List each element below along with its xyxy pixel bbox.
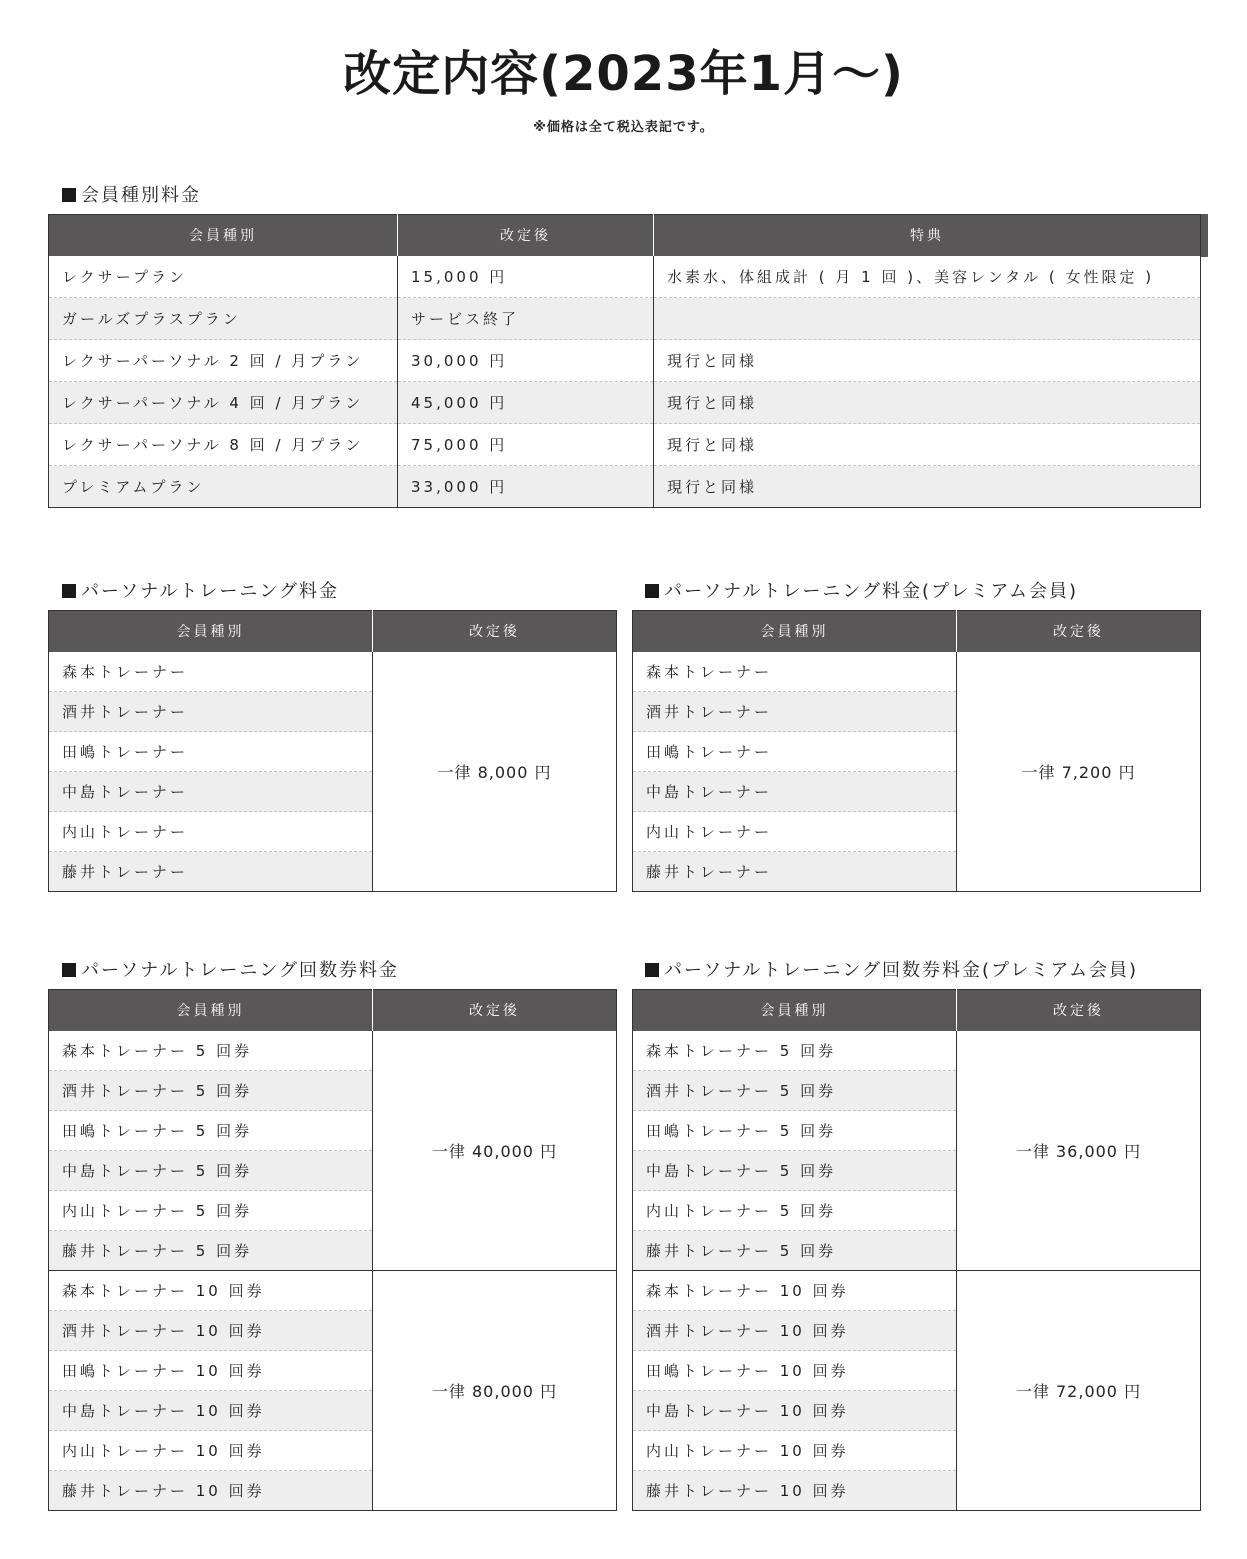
table-row: [633, 1271, 1201, 1311]
column-header: 会員種別: [49, 611, 373, 652]
section-title-membership: [62, 184, 201, 208]
ticket-name: 森本トレーナー 10 回券: [633, 1271, 957, 1311]
table-row: [49, 652, 617, 692]
ticket-name: 田嶋トレーナー 10 回券: [633, 1351, 957, 1391]
plan-perk: 水素水、体組成計 ( 月 1 回 )、美容レンタル ( 女性限定 ): [654, 256, 1201, 298]
trainer-name: 酒井トレーナー: [633, 692, 957, 732]
section-title-tickets: [62, 959, 399, 983]
table-row: [49, 466, 1201, 508]
plan-price: 15,000 円: [398, 256, 654, 298]
ticket-name: 藤井トレーナー 10 回券: [633, 1471, 957, 1511]
column-header: 改定後: [373, 990, 617, 1031]
table-header-row: [633, 611, 1201, 652]
plan-price: 33,000 円: [398, 466, 654, 508]
ticket-name: 田嶋トレーナー 5 回券: [49, 1111, 373, 1151]
header-tab-decoration: [1200, 214, 1208, 257]
column-header: 会員種別: [633, 990, 957, 1031]
ticket-name: 内山トレーナー 10 回券: [49, 1431, 373, 1471]
plan-perk: [654, 298, 1201, 340]
ticket-name: 森本トレーナー 10 回券: [49, 1271, 373, 1311]
plan-name: プレミアムプラン: [49, 466, 398, 508]
ticket-name: 酒井トレーナー 10 回券: [49, 1311, 373, 1351]
ticket-name: 酒井トレーナー 5 回券: [633, 1071, 957, 1111]
trainer-name: 酒井トレーナー: [49, 692, 373, 732]
plan-perk: 現行と同様: [654, 424, 1201, 466]
trainer-name: 内山トレーナー: [49, 812, 373, 852]
uniform-price: 一律 40,000 円: [373, 1031, 617, 1271]
ticket-name: 藤井トレーナー 5 回券: [633, 1231, 957, 1271]
plan-price: 75,000 円: [398, 424, 654, 466]
table-header-row: [633, 990, 1201, 1031]
ticket-name: 藤井トレーナー 5 回券: [49, 1231, 373, 1271]
table-row: [633, 652, 1201, 692]
plan-name: ガールズプラスプラン: [49, 298, 398, 340]
uniform-price: 一律 7,200 円: [957, 652, 1201, 892]
table-row: [49, 256, 1201, 298]
section-heading: パーソナルトレーニング料金(プレミアム会員): [664, 581, 1079, 602]
plan-name: レクサーパーソナル 4 回 / 月プラン: [49, 382, 398, 424]
ticket-name: 森本トレーナー 5 回券: [633, 1031, 957, 1071]
square-bullet-icon: [62, 188, 76, 202]
table-header-row: [49, 611, 617, 652]
ticket-name: 内山トレーナー 5 回券: [633, 1191, 957, 1231]
ticket-name: 酒井トレーナー 5 回券: [49, 1071, 373, 1111]
plan-price: サービス終了: [398, 298, 654, 340]
uniform-price: 一律 80,000 円: [373, 1271, 617, 1511]
plan-name: レクサーパーソナル 2 回 / 月プラン: [49, 340, 398, 382]
table-row: [633, 1031, 1201, 1071]
ticket-price-premium-table: [632, 989, 1201, 1511]
plan-price: 30,000 円: [398, 340, 654, 382]
trainer-name: 田嶋トレーナー: [633, 732, 957, 772]
column-header: 改定後: [373, 611, 617, 652]
tax-note: ※価格は全て税込表記です。: [533, 120, 714, 135]
table-row: [49, 1031, 617, 1071]
trainer-name: 田嶋トレーナー: [49, 732, 373, 772]
column-header: 改定後: [957, 611, 1201, 652]
page-title: 改定内容(2023年1月〜): [343, 46, 904, 102]
section-heading: パーソナルトレーニング料金: [81, 581, 340, 602]
ticket-name: 中島トレーナー 10 回券: [633, 1391, 957, 1431]
table-row: [49, 382, 1201, 424]
plan-perk: 現行と同様: [654, 466, 1201, 508]
uniform-price: 一律 72,000 円: [957, 1271, 1201, 1511]
trainer-name: 森本トレーナー: [633, 652, 957, 692]
square-bullet-icon: [645, 584, 659, 598]
column-header: 特典: [654, 215, 1201, 256]
plan-name: レクサーパーソナル 8 回 / 月プラン: [49, 424, 398, 466]
ticket-name: 藤井トレーナー 10 回券: [49, 1471, 373, 1511]
section-heading: パーソナルトレーニング回数券料金: [81, 960, 400, 981]
ticket-name: 内山トレーナー 5 回券: [49, 1191, 373, 1231]
table-row: [49, 340, 1201, 382]
ticket-name: 中島トレーナー 5 回券: [633, 1151, 957, 1191]
trainer-name: 藤井トレーナー: [633, 852, 957, 892]
table-header-row: [49, 990, 617, 1031]
table-row: [49, 1271, 617, 1311]
ticket-name: 中島トレーナー 5 回券: [49, 1151, 373, 1191]
table-row: [49, 424, 1201, 466]
trainer-name: 内山トレーナー: [633, 812, 957, 852]
column-header: 会員種別: [49, 990, 373, 1031]
ticket-name: 森本トレーナー 5 回券: [49, 1031, 373, 1071]
ticket-name: 酒井トレーナー 10 回券: [633, 1311, 957, 1351]
plan-perk: 現行と同様: [654, 340, 1201, 382]
ticket-name: 田嶋トレーナー 5 回券: [633, 1111, 957, 1151]
uniform-price: 一律 36,000 円: [957, 1031, 1201, 1271]
plan-perk: 現行と同様: [654, 382, 1201, 424]
plan-name: レクサープラン: [49, 256, 398, 298]
personal-training-table: [48, 610, 617, 892]
section-heading: 会員種別料金: [81, 185, 201, 206]
ticket-price-table: [48, 989, 617, 1511]
plan-price: 45,000 円: [398, 382, 654, 424]
ticket-name: 内山トレーナー 10 回券: [633, 1431, 957, 1471]
trainer-name: 藤井トレーナー: [49, 852, 373, 892]
section-title-personal: [62, 580, 339, 604]
square-bullet-icon: [62, 584, 76, 598]
section-title-tickets-premium: [645, 959, 1138, 983]
trainer-name: 中島トレーナー: [49, 772, 373, 812]
square-bullet-icon: [645, 963, 659, 977]
column-header: 会員種別: [49, 215, 398, 256]
uniform-price: 一律 8,000 円: [373, 652, 617, 892]
membership-table: [48, 214, 1201, 508]
section-title-personal-premium: [645, 580, 1078, 604]
table-header-row: [49, 215, 1201, 256]
square-bullet-icon: [62, 963, 76, 977]
trainer-name: 中島トレーナー: [633, 772, 957, 812]
column-header: 改定後: [957, 990, 1201, 1031]
column-header: 改定後: [398, 215, 654, 256]
trainer-name: 森本トレーナー: [49, 652, 373, 692]
personal-training-premium-table: [632, 610, 1201, 892]
section-heading: パーソナルトレーニング回数券料金(プレミアム会員): [664, 960, 1139, 981]
column-header: 会員種別: [633, 611, 957, 652]
table-row: [49, 298, 1201, 340]
ticket-name: 田嶋トレーナー 10 回券: [49, 1351, 373, 1391]
ticket-name: 中島トレーナー 10 回券: [49, 1391, 373, 1431]
